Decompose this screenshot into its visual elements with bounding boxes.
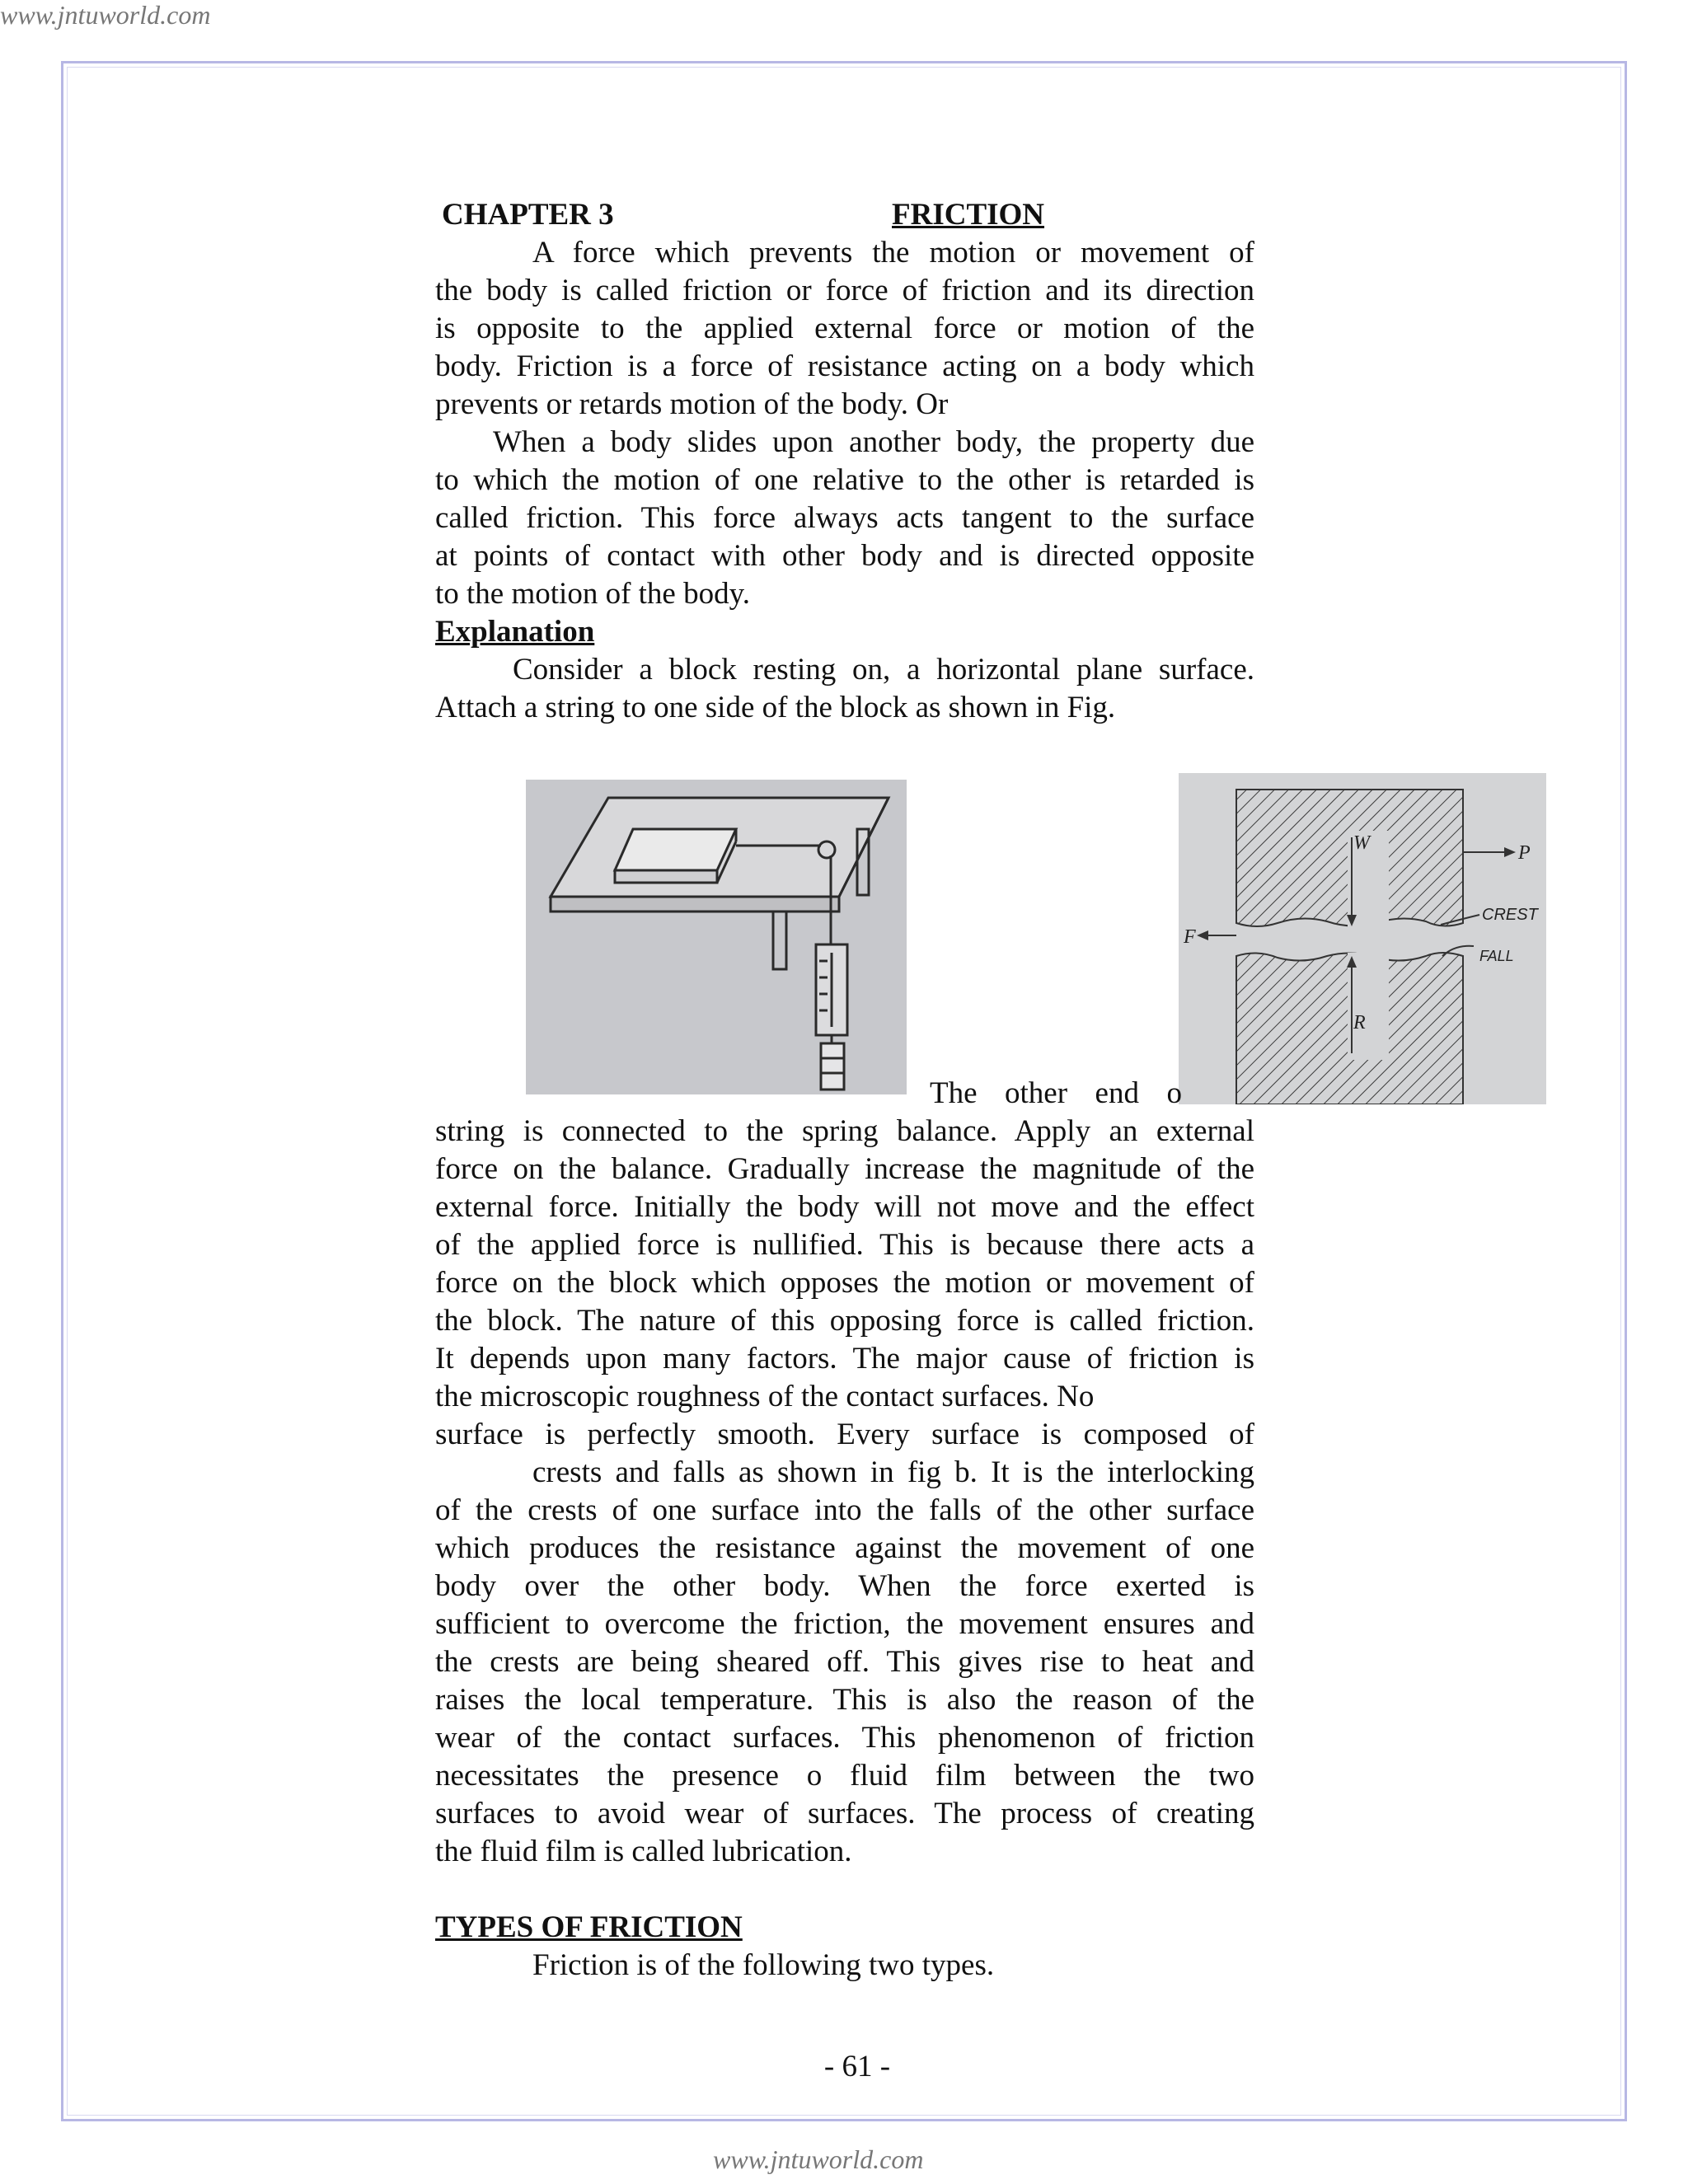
body-line-9: the microscopic roughness of the contact surfaces. No (435, 1380, 1095, 1413)
explanation-line-1: Consider a block resting on, a horizontal plane surface. (513, 653, 1254, 687)
label-w: W (1353, 832, 1370, 854)
explanation-heading: Explanation (435, 615, 595, 649)
intro-line-5: prevents or retards motion of the body. Or (435, 387, 949, 421)
body-line-2: string is connected to the spring balance. Apply an external (435, 1114, 1254, 1148)
body-line-20: surfaces to avoid wear of surfaces. The process of creating (435, 1797, 1254, 1830)
intro-line-1: A force which prevents the motion or movement of (532, 236, 1254, 269)
intro-line-10: to the motion of the body. (435, 577, 750, 611)
body-line-7: the block. The nature of this opposing force is called friction. (435, 1304, 1254, 1338)
intro-line-2: the body is called friction or force of friction and its direction (435, 274, 1254, 307)
body-line-12: of the crests of one surface into the falls of the other surface (435, 1493, 1254, 1527)
intro-line-4: body. Friction is a force of resistance acting on a body which (435, 349, 1254, 383)
figure-crests-and-falls (1179, 773, 1546, 1104)
body-line-11: crests and falls as shown in fig b. It is the interlocking (532, 1455, 1254, 1489)
types-intro: Friction is of the following two types. (532, 1948, 995, 1982)
label-r: R (1353, 1012, 1366, 1033)
body-line-3: force on the balance. Gradually increase the magnitude of the (435, 1152, 1254, 1186)
body-line-6: force on the block which opposes the motion or movement of (435, 1266, 1254, 1300)
figure-block-spring-balance (526, 780, 907, 1094)
intro-line-8: called friction. This force always acts tangent to the surface (435, 501, 1254, 535)
body-line-10: surface is perfectly smooth. Every surface is composed of (435, 1418, 1254, 1451)
body-line-13: which produces the resistance against the movement of one (435, 1531, 1254, 1565)
body-line-16: the crests are being sheared off. This gives rise to heat and (435, 1645, 1254, 1679)
types-heading: TYPES OF FRICTION (435, 1910, 743, 1944)
body-line-4: external force. Initially the body will not move and the effect (435, 1190, 1254, 1224)
label-crest: CREST (1482, 906, 1538, 924)
body-line-8: It depends upon many factors. The major cause of friction is (435, 1342, 1254, 1376)
body-line-17: raises the local temperature. This is also the reason of the (435, 1683, 1254, 1717)
label-fall: FALL (1479, 948, 1514, 964)
body-line-21: the fluid film is called lubrication. (435, 1835, 852, 1868)
intro-line-9: at points of contact with other body and is directed opposite (435, 539, 1254, 573)
watermark-top: www.jntuworld.com (0, 0, 211, 30)
body-line-14: body over the other body. When the force exerted is (435, 1569, 1254, 1603)
body-line-15: sufficient to overcome the friction, the movement ensures and (435, 1607, 1254, 1641)
body-line-5: of the applied force is nullified. This is because there acts a (435, 1228, 1254, 1262)
body-line-1: The other end o (930, 1076, 1182, 1110)
chapter-label: CHAPTER 3 (442, 198, 614, 232)
body-line-19: necessitates the presence o fluid film between the two (435, 1759, 1254, 1793)
label-f: F (1184, 926, 1196, 948)
watermark-bottom: www.jntuworld.com (713, 2144, 924, 2174)
intro-line-6: When a body slides upon another body, the property due (493, 425, 1254, 459)
chapter-title: FRICTION (892, 198, 1045, 232)
label-p: P (1518, 842, 1531, 864)
intro-line-7: to which the motion of one relative to the other is retarded is (435, 463, 1254, 497)
page-number: - 61 - (823, 2050, 891, 2083)
explanation-line-2: Attach a string to one side of the block as shown in Fig. (435, 691, 1116, 724)
body-line-18: wear of the contact surfaces. This phenomenon of friction (435, 1721, 1254, 1755)
intro-line-3: is opposite to the applied external force or motion of the (435, 312, 1254, 345)
